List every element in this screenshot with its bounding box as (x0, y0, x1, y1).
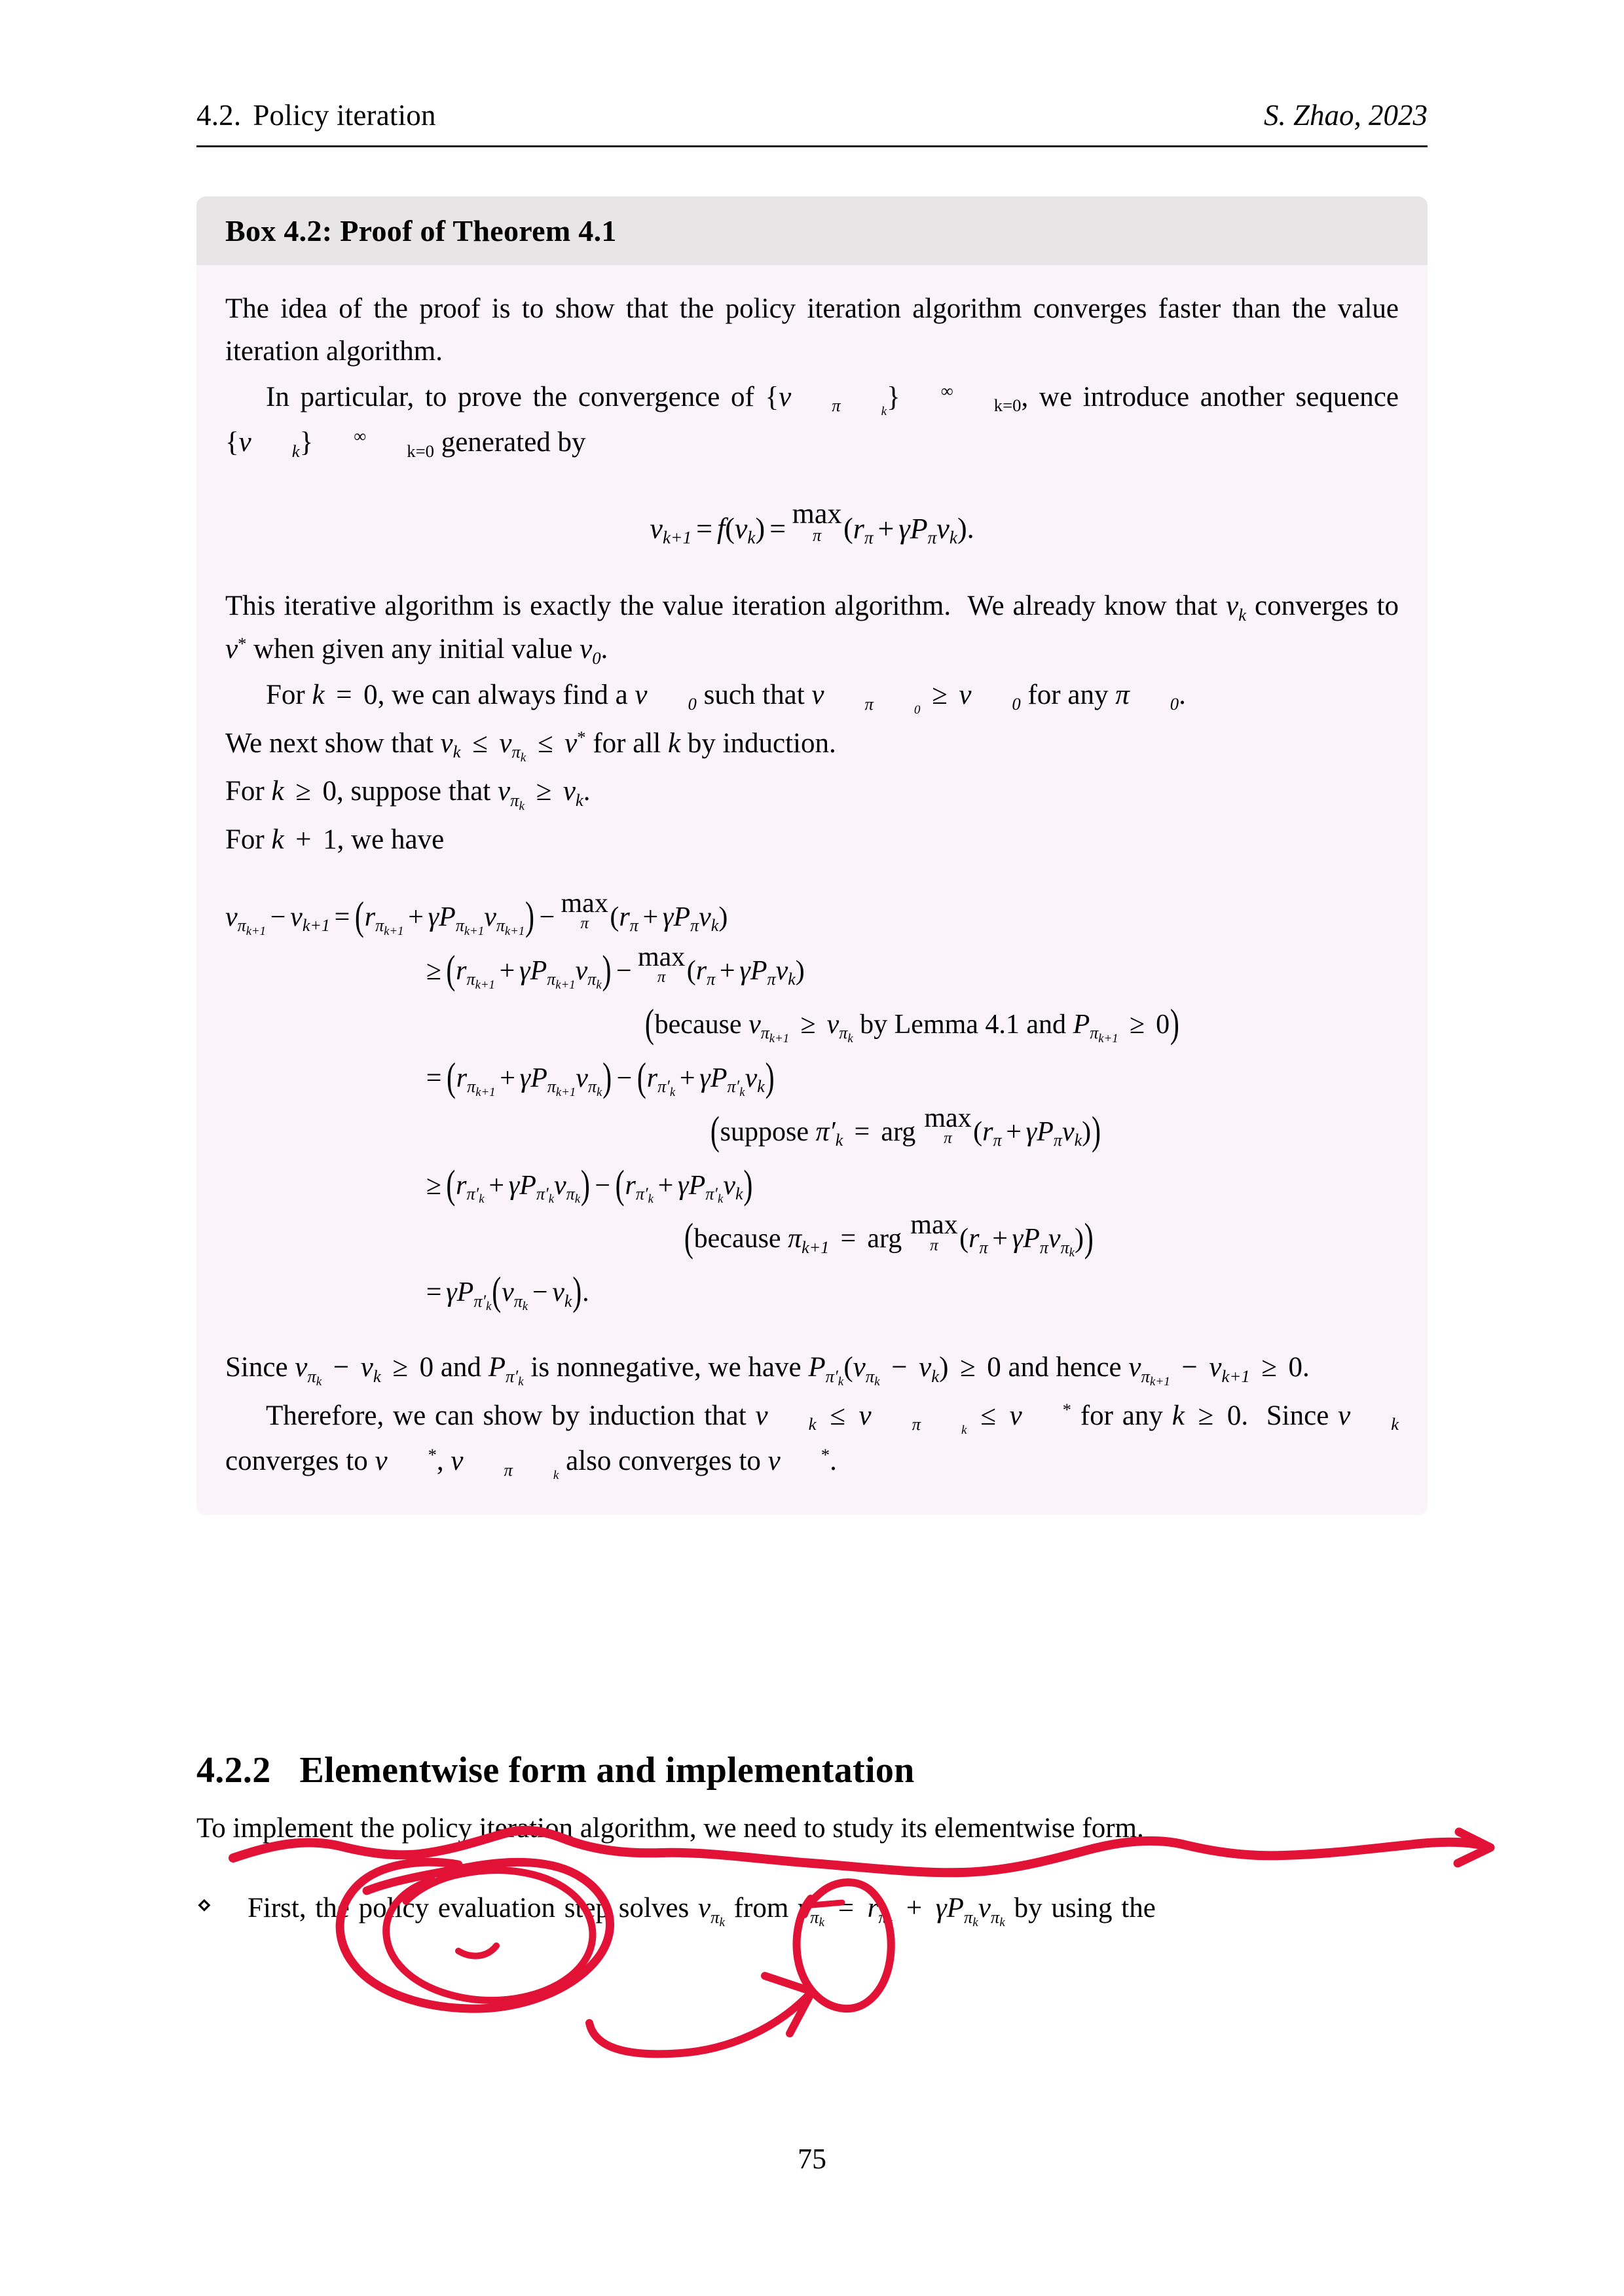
proof-paragraph-4: For k = 0, we can always find a v 0 such that v π 0 ≥ v 0 for any π 0. (266, 680, 1186, 717)
proof-paragraph-5: We next show that vk ≤ vπk ≤ v* for all k by induction. (225, 727, 836, 765)
header-rule (196, 145, 1428, 147)
arrow-to-v-pi-k-ink (589, 1994, 809, 2054)
running-header (196, 98, 1428, 151)
display-equation-value-iteration: vk+1 = f(vk) = max π (rπ + γPπvk). (650, 498, 974, 548)
running-header-section-title: Policy iteration (253, 99, 436, 132)
derivation-line-5: = γPπ′k(vπk − vk). (426, 1270, 589, 1315)
proof-paragraph-2-part-c: generated by (434, 427, 586, 458)
underline-arrowhead-ink (1458, 1832, 1490, 1863)
derivation-line-2: ≥ (rπk+1 + γPπk+1vπk) − max π (rπ + γPπvk) (426, 942, 805, 993)
theorem-box (196, 196, 1428, 1515)
proof-paragraph-1-text: The idea of the proof is to show that the policy iteration algorithm converges faster than the value iteration algorithm. (225, 293, 1399, 367)
proof-paragraph-3: This iterative algorithm is exactly the value iteration algorithm. We already know that vk converges to v* when given any initial value v0. (225, 591, 1399, 668)
proof-paragraph-2-part-b: , we introduce another sequence (1021, 381, 1399, 412)
proof-paragraph-8: Since vπk − vk ≥ 0 and Pπ′k is nonnegative, we have Pπ′k(vπk − vk) ≥ 0 and hence vπk+1 − vk+1 ≥ 0. (225, 1352, 1310, 1389)
arrow-to-v-pi-k-head-ink (765, 1976, 812, 2033)
theorem-box-body (196, 265, 1428, 1515)
proof-paragraph-6: For k ≥ 0, suppose that vπk ≥ vk. (225, 776, 591, 813)
section-intro-paragraph: To implement the policy iteration algorithm, we need to study its elementwise form. (196, 1813, 1144, 1844)
section-heading-number: 4.2.2 (196, 1750, 271, 1791)
bullet-list-item-1 (196, 1887, 1428, 1932)
derivation-note-1: (because vπk+1 ≥ vπk by Lemma 4.1 and Pπk+1 ≥ 0) (644, 1002, 1179, 1046)
running-header-author-year: S. Zhao, 2023 (1263, 99, 1428, 132)
running-header-left (196, 98, 436, 132)
proof-paragraph-1 (225, 287, 1399, 373)
theorem-box-header (196, 196, 1428, 265)
proof-paragraph-2-part-a: In particular, to prove the convergence of { (266, 381, 779, 412)
oval-policy-evaluation-ink-tick (458, 1946, 496, 1956)
bullet-list-item-1-text: First, the policy evaluation step solves vπk from vπk = rπk + γPπkvπk by using the (248, 1893, 1156, 1930)
math-v-pi-k-seq: v π k (779, 381, 887, 418)
derivation-line-1: vπk+1 − vk+1 = (rπk+1 + γPπk+1vπk+1) − max π (rπ + γPπvk) (225, 888, 728, 939)
derivation-note-2: (suppose π′k = arg max π (rπ + γPπvk)) (710, 1102, 1101, 1154)
derivation-line-3: = (rπk+1 + γPπk+1vπk) − (rπ′k + γPπ′kvk) (426, 1055, 775, 1100)
section-heading-title: Elementwise form and implementation (299, 1750, 915, 1791)
page-number: 75 (798, 2143, 826, 2175)
section-heading (196, 1749, 915, 1791)
theorem-box-title: Box 4.2: Proof of Theorem 4.1 (225, 214, 617, 247)
proof-paragraph-7: For k + 1, we have (225, 824, 445, 855)
oval-policy-evaluation-ink-outer (340, 1862, 610, 2009)
proof-paragraph-9: Therefore, we can show by induction that v k ≤ v π k ≤ v * for any k ≥ 0. Since v k converges to v *, v π k also converges to v *. (225, 1399, 1399, 1483)
diamond-bullet-icon: ⋄ (196, 1891, 212, 1919)
derivation-line-4: ≥ (rπ′k + γPπ′kvπk) − (rπ′k + γPπ′kvk) (426, 1163, 753, 1207)
derivation-block (225, 888, 1399, 1320)
proof-paragraph-2: In particular, to prove the convergence of {v π k} ∞k=0, we introduce another sequence {v k} ∞k=0 generated by (225, 380, 1399, 461)
derivation-note-3: (because πk+1 = arg max π (rπ + γPπvπk)) (684, 1210, 1094, 1261)
running-header-section-number: 4.2. (196, 99, 242, 132)
math-v-k-seq: v k (238, 427, 300, 461)
